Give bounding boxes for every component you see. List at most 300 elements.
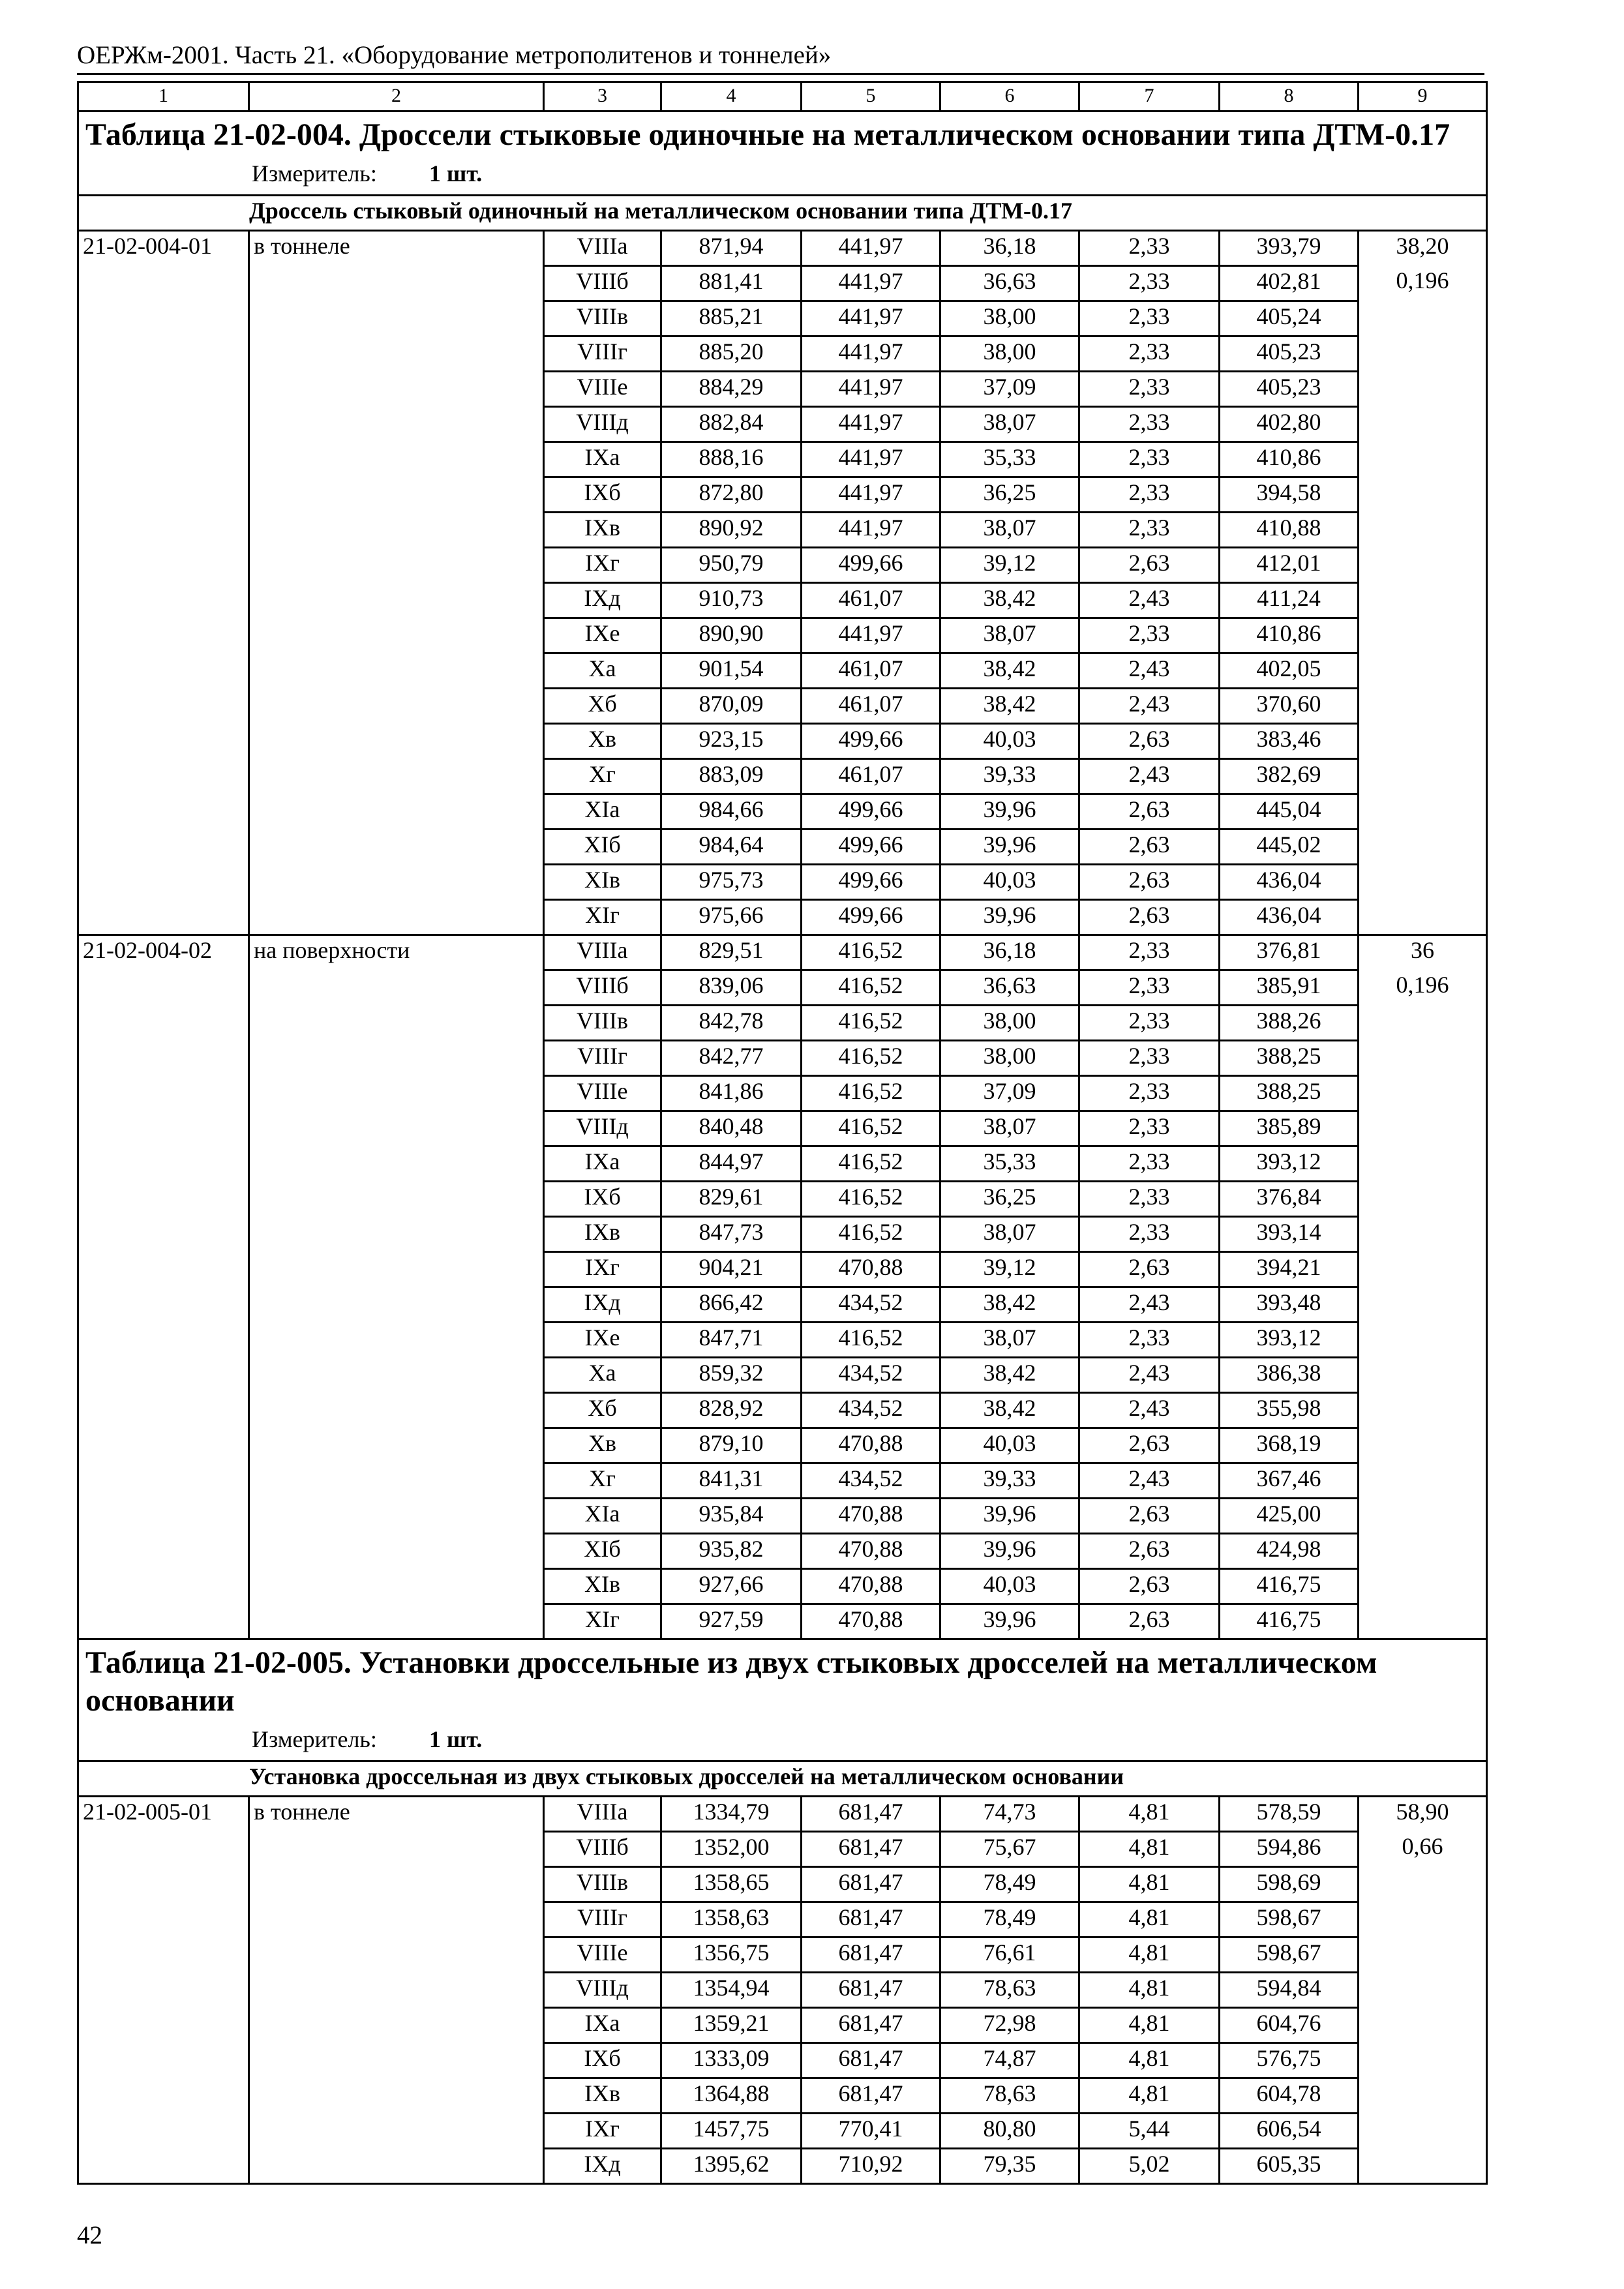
value-cell: 445,04 <box>1220 794 1359 830</box>
work-name-cell <box>249 1428 544 1463</box>
value-cell: 1352,00 <box>661 1832 802 1867</box>
value-cell: 402,80 <box>1220 407 1359 442</box>
section-heading: Установка дроссельная из двух стыковых дросселей на металлическом основании <box>78 1761 1487 1797</box>
table-row <box>78 583 1487 618</box>
column-number: 9 <box>1359 82 1487 112</box>
value-cell: 927,59 <box>661 1604 802 1639</box>
value-cell: 499,66 <box>802 794 940 830</box>
table-row <box>78 1902 1487 1937</box>
rate-code-cell <box>78 548 249 583</box>
zone-cell: XIа <box>544 1499 661 1534</box>
value-cell: 368,19 <box>1220 1428 1359 1463</box>
value-cell: 4,81 <box>1079 2008 1220 2043</box>
table-title-cell <box>78 112 1487 196</box>
rate-code-cell <box>78 2008 249 2043</box>
value-cell: 2,63 <box>1079 794 1220 830</box>
zone-cell: XIб <box>544 830 661 865</box>
rate-code-cell <box>78 759 249 794</box>
value-cell: 367,46 <box>1220 1463 1359 1499</box>
rate-code-cell <box>78 2149 249 2184</box>
value-cell: 441,97 <box>802 477 940 513</box>
work-name-cell <box>249 1867 544 1902</box>
table-row <box>78 1393 1487 1428</box>
zone-cell: Xв <box>544 1428 661 1463</box>
table-row <box>78 935 1487 970</box>
value-cell: 984,64 <box>661 830 802 865</box>
value-cell: 594,86 <box>1220 1832 1359 1867</box>
value-cell: 770,41 <box>802 2114 940 2149</box>
value-cell: 74,73 <box>940 1797 1079 1832</box>
value-cell: 2,63 <box>1079 1604 1220 1639</box>
value-cell: 376,84 <box>1220 1182 1359 1217</box>
value-cell: 594,84 <box>1220 1973 1359 2008</box>
col9-cell: 58,90 <box>1359 1797 1487 1832</box>
value-cell: 4,81 <box>1079 1902 1220 1937</box>
measure-unit-value: 1 шт. <box>429 160 483 187</box>
value-cell: 38,00 <box>940 1006 1079 1041</box>
work-name-cell <box>249 2043 544 2078</box>
value-cell: 434,52 <box>802 1358 940 1393</box>
value-cell: 872,80 <box>661 477 802 513</box>
col9-cell <box>1359 724 1487 759</box>
value-cell: 434,52 <box>802 1393 940 1428</box>
work-name-cell <box>249 900 544 935</box>
value-cell: 382,69 <box>1220 759 1359 794</box>
table-row <box>78 900 1487 935</box>
col9-cell <box>1359 337 1487 372</box>
value-cell: 402,05 <box>1220 653 1359 689</box>
work-name-cell <box>249 477 544 513</box>
value-cell: 1356,75 <box>661 1937 802 1973</box>
value-cell: 412,01 <box>1220 548 1359 583</box>
col9-cell <box>1359 1323 1487 1358</box>
value-cell: 2,33 <box>1079 231 1220 266</box>
value-cell: 434,52 <box>802 1463 940 1499</box>
value-cell: 2,33 <box>1079 266 1220 301</box>
work-name-cell <box>249 794 544 830</box>
value-cell: 37,09 <box>940 1076 1079 1111</box>
value-cell: 470,88 <box>802 1604 940 1639</box>
value-cell: 881,41 <box>661 266 802 301</box>
value-cell: 1364,88 <box>661 2078 802 2114</box>
value-cell: 2,33 <box>1079 1111 1220 1146</box>
zone-cell: XIг <box>544 900 661 935</box>
value-cell: 394,21 <box>1220 1252 1359 1287</box>
value-cell: 840,48 <box>661 1111 802 1146</box>
col9-cell <box>1359 1006 1487 1041</box>
value-cell: 38,07 <box>940 1111 1079 1146</box>
value-cell: 578,59 <box>1220 1797 1359 1832</box>
value-cell: 39,12 <box>940 1252 1079 1287</box>
value-cell: 604,78 <box>1220 2078 1359 2114</box>
work-name-cell: в тоннеле <box>249 231 544 266</box>
value-cell: 2,33 <box>1079 301 1220 337</box>
table-row <box>78 477 1487 513</box>
col9-cell <box>1359 442 1487 477</box>
value-cell: 681,47 <box>802 2043 940 2078</box>
work-name-cell <box>249 337 544 372</box>
value-cell: 2,63 <box>1079 830 1220 865</box>
value-cell: 39,96 <box>940 1604 1079 1639</box>
value-cell: 441,97 <box>802 407 940 442</box>
value-cell: 72,98 <box>940 2008 1079 2043</box>
col9-cell: 0,196 <box>1359 266 1487 301</box>
value-cell: 385,89 <box>1220 1111 1359 1146</box>
work-name-cell <box>249 1182 544 1217</box>
col9-cell <box>1359 1217 1487 1252</box>
zone-cell: VIIIе <box>544 1937 661 1973</box>
value-cell: 2,63 <box>1079 1569 1220 1604</box>
value-cell: 39,96 <box>940 830 1079 865</box>
value-cell: 5,02 <box>1079 2149 1220 2184</box>
value-cell: 2,43 <box>1079 689 1220 724</box>
rate-code-cell <box>78 1252 249 1287</box>
value-cell: 935,82 <box>661 1534 802 1569</box>
col9-cell <box>1359 1534 1487 1569</box>
table-row <box>78 442 1487 477</box>
work-name-cell <box>249 2149 544 2184</box>
table-row <box>78 2043 1487 2078</box>
col9-cell <box>1359 1358 1487 1393</box>
value-cell: 2,33 <box>1079 1323 1220 1358</box>
value-cell: 2,33 <box>1079 618 1220 653</box>
value-cell: 78,49 <box>940 1867 1079 1902</box>
value-cell: 598,67 <box>1220 1902 1359 1937</box>
work-name-cell <box>249 1146 544 1182</box>
work-name-cell <box>249 724 544 759</box>
section-heading: Дроссель стыковый одиночный на металлическом основании типа ДТМ-0.17 <box>78 196 1487 231</box>
value-cell: 36,18 <box>940 935 1079 970</box>
table-row <box>78 1463 1487 1499</box>
table-row <box>78 513 1487 548</box>
col9-cell <box>1359 1287 1487 1323</box>
value-cell: 40,03 <box>940 1569 1079 1604</box>
rate-code-cell <box>78 1499 249 1534</box>
col9-cell <box>1359 2114 1487 2149</box>
value-cell: 79,35 <box>940 2149 1079 2184</box>
measure-unit <box>85 1720 1479 1760</box>
col9-cell <box>1359 372 1487 407</box>
value-cell: 416,75 <box>1220 1569 1359 1604</box>
rate-code-cell <box>78 513 249 548</box>
work-name-cell <box>249 653 544 689</box>
value-cell: 828,92 <box>661 1393 802 1428</box>
value-cell: 38,07 <box>940 407 1079 442</box>
col9-cell: 0,196 <box>1359 970 1487 1006</box>
zone-cell: IXв <box>544 1217 661 1252</box>
work-name-cell <box>249 1041 544 1076</box>
value-cell: 2,63 <box>1079 1252 1220 1287</box>
value-cell: 441,97 <box>802 442 940 477</box>
column-number: 4 <box>661 82 802 112</box>
work-name-cell <box>249 513 544 548</box>
value-cell: 2,33 <box>1079 1182 1220 1217</box>
rate-code-cell <box>78 1463 249 1499</box>
work-name-cell <box>249 1287 544 1323</box>
value-cell: 885,20 <box>661 337 802 372</box>
value-cell: 910,73 <box>661 583 802 618</box>
work-name-cell <box>249 1076 544 1111</box>
value-cell: 499,66 <box>802 900 940 935</box>
value-cell: 866,42 <box>661 1287 802 1323</box>
rate-code-cell <box>78 2114 249 2149</box>
rate-code-cell <box>78 1393 249 1428</box>
zone-cell: IXб <box>544 1182 661 1217</box>
value-cell: 75,67 <box>940 1832 1079 1867</box>
table-row <box>78 1252 1487 1287</box>
col9-cell <box>1359 1182 1487 1217</box>
work-name-cell <box>249 372 544 407</box>
value-cell: 388,25 <box>1220 1041 1359 1076</box>
table-row <box>78 1041 1487 1076</box>
zone-cell: XIг <box>544 1604 661 1639</box>
work-name-cell <box>249 1902 544 1937</box>
section-heading-row <box>78 1761 1487 1797</box>
value-cell: 883,09 <box>661 759 802 794</box>
work-name-cell <box>249 2114 544 2149</box>
rate-code-cell: 21-02-004-02 <box>78 935 249 970</box>
zone-cell: Xв <box>544 724 661 759</box>
rate-code-cell <box>78 1428 249 1463</box>
value-cell: 38,42 <box>940 1358 1079 1393</box>
value-cell: 445,02 <box>1220 830 1359 865</box>
col9-cell <box>1359 2043 1487 2078</box>
value-cell: 923,15 <box>661 724 802 759</box>
work-name-cell <box>249 1358 544 1393</box>
value-cell: 2,43 <box>1079 759 1220 794</box>
value-cell: 38,42 <box>940 689 1079 724</box>
value-cell: 424,98 <box>1220 1534 1359 1569</box>
rate-code-cell <box>78 1111 249 1146</box>
table-row <box>78 337 1487 372</box>
value-cell: 2,33 <box>1079 1146 1220 1182</box>
value-cell: 2,43 <box>1079 1463 1220 1499</box>
value-cell: 829,51 <box>661 935 802 970</box>
rate-code-cell <box>78 2043 249 2078</box>
value-cell: 2,33 <box>1079 1217 1220 1252</box>
zone-cell: Xг <box>544 759 661 794</box>
value-cell: 39,33 <box>940 759 1079 794</box>
value-cell: 605,35 <box>1220 2149 1359 2184</box>
value-cell: 441,97 <box>802 231 940 266</box>
value-cell: 441,97 <box>802 513 940 548</box>
table-row <box>78 2078 1487 2114</box>
value-cell: 890,90 <box>661 618 802 653</box>
zone-cell: VIIIб <box>544 970 661 1006</box>
value-cell: 2,63 <box>1079 548 1220 583</box>
value-cell: 681,47 <box>802 1973 940 2008</box>
work-name-cell <box>249 2008 544 2043</box>
value-cell: 38,42 <box>940 1393 1079 1428</box>
table-row <box>78 266 1487 301</box>
value-cell: 405,24 <box>1220 301 1359 337</box>
work-name-cell <box>249 830 544 865</box>
col9-cell <box>1359 1937 1487 1973</box>
value-cell: 38,00 <box>940 337 1079 372</box>
value-cell: 1359,21 <box>661 2008 802 2043</box>
value-cell: 416,52 <box>802 1217 940 1252</box>
work-name-cell <box>249 1569 544 1604</box>
value-cell: 370,60 <box>1220 689 1359 724</box>
col9-cell <box>1359 1604 1487 1639</box>
work-name-cell <box>249 1973 544 2008</box>
value-cell: 441,97 <box>802 337 940 372</box>
rate-code-cell <box>78 1006 249 1041</box>
value-cell: 39,96 <box>940 794 1079 830</box>
value-cell: 416,52 <box>802 1111 940 1146</box>
work-name-cell <box>249 970 544 1006</box>
value-cell: 38,07 <box>940 1217 1079 1252</box>
rate-code-cell <box>78 1867 249 1902</box>
work-name-cell <box>249 266 544 301</box>
col9-cell: 0,66 <box>1359 1832 1487 1867</box>
column-number: 1 <box>78 82 249 112</box>
table-row <box>78 1832 1487 1867</box>
zone-cell: Xг <box>544 1463 661 1499</box>
zone-cell: IXа <box>544 442 661 477</box>
value-cell: 416,52 <box>802 1041 940 1076</box>
column-number: 3 <box>544 82 661 112</box>
zone-cell: VIIIг <box>544 1902 661 1937</box>
value-cell: 2,43 <box>1079 1287 1220 1323</box>
value-cell: 39,96 <box>940 1499 1079 1534</box>
value-cell: 38,07 <box>940 1323 1079 1358</box>
value-cell: 576,75 <box>1220 2043 1359 2078</box>
rate-code-cell <box>78 865 249 900</box>
value-cell: 2,33 <box>1079 407 1220 442</box>
rate-code-cell <box>78 583 249 618</box>
value-cell: 879,10 <box>661 1428 802 1463</box>
column-number-row <box>78 82 1487 112</box>
zone-cell: IXб <box>544 2043 661 2078</box>
col9-cell <box>1359 1252 1487 1287</box>
value-cell: 2,33 <box>1079 442 1220 477</box>
zone-cell: XIв <box>544 1569 661 1604</box>
value-cell: 38,07 <box>940 513 1079 548</box>
column-number: 7 <box>1079 82 1220 112</box>
zone-cell: IXв <box>544 2078 661 2114</box>
zone-cell: VIIIг <box>544 1041 661 1076</box>
value-cell: 1395,62 <box>661 2149 802 2184</box>
value-cell: 461,07 <box>802 653 940 689</box>
rate-code-cell <box>78 1076 249 1111</box>
col9-cell <box>1359 1867 1487 1902</box>
value-cell: 4,81 <box>1079 2078 1220 2114</box>
value-cell: 2,33 <box>1079 1041 1220 1076</box>
table-row <box>78 2149 1487 2184</box>
zone-cell: VIIIб <box>544 1832 661 1867</box>
table-row <box>78 1217 1487 1252</box>
rate-code-cell <box>78 1041 249 1076</box>
col9-cell <box>1359 548 1487 583</box>
section-heading-row <box>78 196 1487 231</box>
value-cell: 470,88 <box>802 1428 940 1463</box>
work-name-cell <box>249 1323 544 1358</box>
value-cell: 2,33 <box>1079 935 1220 970</box>
value-cell: 39,96 <box>940 1534 1079 1569</box>
work-name-cell <box>249 1393 544 1428</box>
value-cell: 604,76 <box>1220 2008 1359 2043</box>
value-cell: 436,04 <box>1220 900 1359 935</box>
work-name-cell <box>249 1463 544 1499</box>
rate-code-cell <box>78 407 249 442</box>
col9-cell <box>1359 830 1487 865</box>
value-cell: 2,33 <box>1079 372 1220 407</box>
work-name-cell <box>249 865 544 900</box>
table-row <box>78 1146 1487 1182</box>
zone-cell: XIв <box>544 865 661 900</box>
value-cell: 38,00 <box>940 1041 1079 1076</box>
value-cell: 74,87 <box>940 2043 1079 2078</box>
table-row <box>78 1006 1487 1041</box>
work-name-cell <box>249 1111 544 1146</box>
zone-cell: IXа <box>544 1146 661 1182</box>
value-cell: 388,26 <box>1220 1006 1359 1041</box>
zone-cell: VIIIд <box>544 1111 661 1146</box>
value-cell: 393,12 <box>1220 1323 1359 1358</box>
work-name-cell <box>249 689 544 724</box>
rate-code-cell <box>78 1287 249 1323</box>
value-cell: 2,33 <box>1079 1006 1220 1041</box>
column-number: 6 <box>940 82 1079 112</box>
value-cell: 38,42 <box>940 583 1079 618</box>
zone-cell: Xб <box>544 689 661 724</box>
col9-cell: 38,20 <box>1359 231 1487 266</box>
rate-code-cell <box>78 794 249 830</box>
value-cell: 436,04 <box>1220 865 1359 900</box>
value-cell: 884,29 <box>661 372 802 407</box>
value-cell: 1457,75 <box>661 2114 802 2149</box>
value-cell: 842,78 <box>661 1006 802 1041</box>
table-row <box>78 653 1487 689</box>
value-cell: 2,33 <box>1079 970 1220 1006</box>
value-cell: 441,97 <box>802 266 940 301</box>
value-cell: 376,81 <box>1220 935 1359 970</box>
value-cell: 975,66 <box>661 900 802 935</box>
rate-code-cell <box>78 689 249 724</box>
column-number: 2 <box>249 82 544 112</box>
work-name-cell <box>249 759 544 794</box>
value-cell: 2,63 <box>1079 724 1220 759</box>
rate-code-cell: 21-02-005-01 <box>78 1797 249 1832</box>
value-cell: 402,81 <box>1220 266 1359 301</box>
rate-code-cell <box>78 2078 249 2114</box>
col9-cell <box>1359 1076 1487 1111</box>
zone-cell: VIIIа <box>544 935 661 970</box>
value-cell: 39,33 <box>940 1463 1079 1499</box>
value-cell: 975,73 <box>661 865 802 900</box>
table-row <box>78 1937 1487 1973</box>
work-name-cell <box>249 301 544 337</box>
zone-cell: IXг <box>544 2114 661 2149</box>
table-row <box>78 724 1487 759</box>
table-row <box>78 1973 1487 2008</box>
value-cell: 2,63 <box>1079 1428 1220 1463</box>
value-cell: 681,47 <box>802 2078 940 2114</box>
table-row <box>78 830 1487 865</box>
rate-code-cell <box>78 442 249 477</box>
value-cell: 385,91 <box>1220 970 1359 1006</box>
col9-cell <box>1359 2149 1487 2184</box>
measure-unit-label: Измеритель: <box>252 1726 377 1752</box>
value-cell: 984,66 <box>661 794 802 830</box>
value-cell: 499,66 <box>802 830 940 865</box>
measure-unit-label: Измеритель: <box>252 160 377 187</box>
work-name-cell <box>249 1534 544 1569</box>
zone-cell: Xа <box>544 1358 661 1393</box>
rate-code-cell <box>78 1902 249 1937</box>
value-cell: 434,52 <box>802 1287 940 1323</box>
